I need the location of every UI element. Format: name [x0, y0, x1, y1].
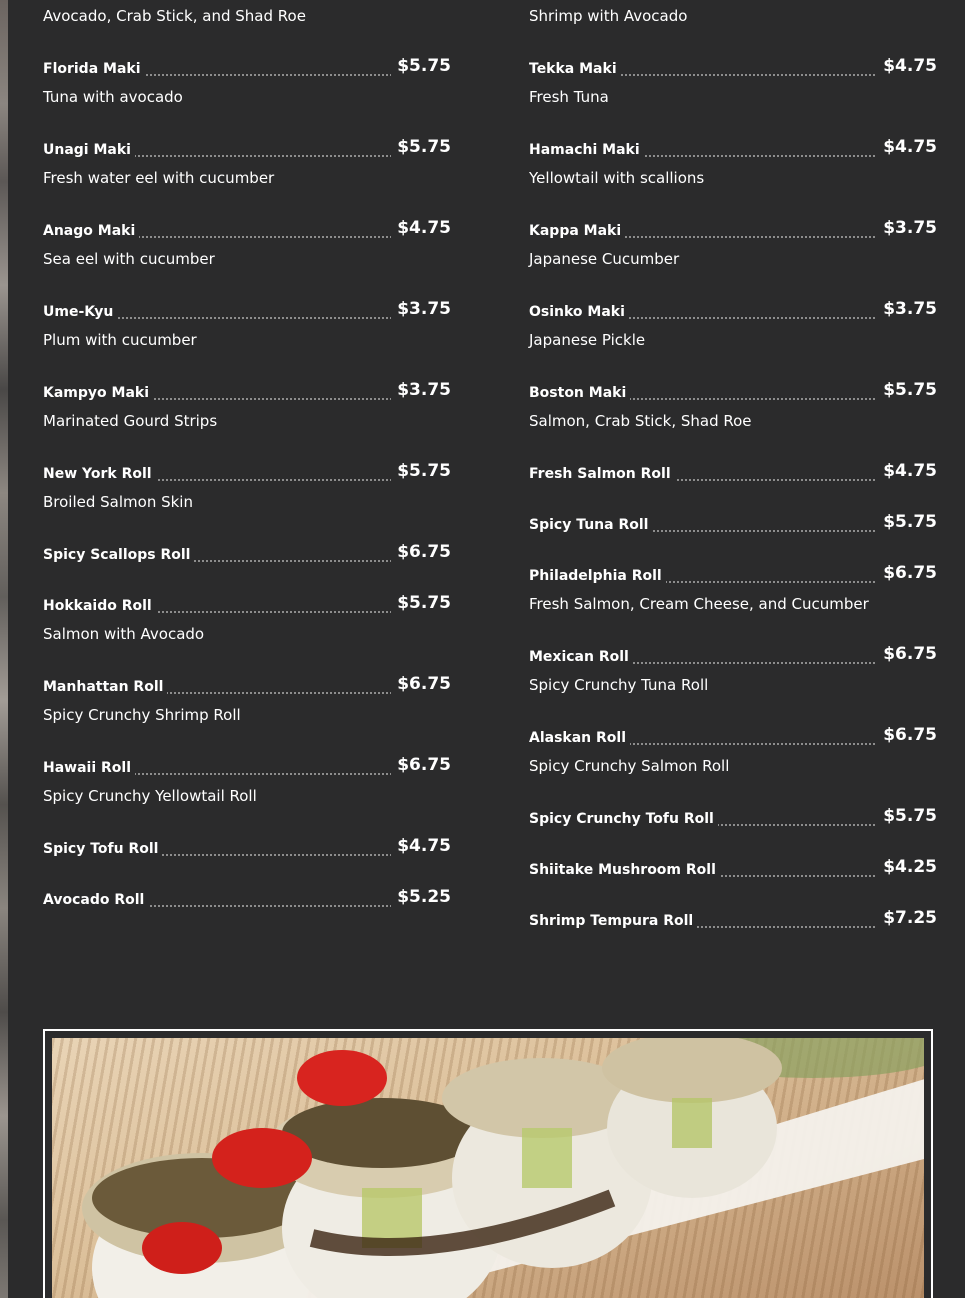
item-price: $3.75 — [391, 380, 451, 400]
item-name: Kampyo Maki — [43, 385, 153, 401]
item-price: $4.75 — [391, 218, 451, 238]
menu-item-hamachi-maki — [529, 137, 937, 161]
item-name: Spicy Tofu Roll — [43, 841, 162, 857]
item-price: $5.75 — [391, 593, 451, 613]
item-price: $5.75 — [391, 56, 451, 76]
item-name: Spicy Tuna Roll — [529, 517, 652, 533]
item-name: Hokkaido Roll — [43, 598, 156, 614]
menu-item-shiitake-mushroom-roll — [529, 857, 937, 881]
menu-item-alaskan-roll — [529, 725, 937, 749]
item-description: Salmon with Avocado — [43, 625, 205, 643]
item-name: Avocado Roll — [43, 892, 148, 908]
item-description: Japanese Cucumber — [529, 250, 680, 268]
item-description: Spicy Crunchy Tuna Roll — [529, 676, 709, 694]
item-description: Fresh Salmon, Cream Cheese, and Cucumber — [529, 595, 869, 613]
item-price: $6.75 — [391, 542, 451, 562]
menu-item-osinko-maki — [529, 299, 937, 323]
menu-item-manhattan-roll — [43, 674, 451, 698]
item-price: $6.75 — [877, 644, 937, 664]
menu-item-anago-maki — [43, 218, 451, 242]
item-name: Anago Maki — [43, 223, 139, 239]
item-price: $5.25 — [391, 887, 451, 907]
left-top-description: Avocado, Crab Stick, and Shad Roe — [43, 7, 306, 25]
item-price: $4.75 — [877, 461, 937, 481]
item-description: Marinated Gourd Strips — [43, 412, 218, 430]
item-name: Hawaii Roll — [43, 760, 135, 776]
background-edge-strip — [0, 0, 8, 1298]
item-name: Manhattan Roll — [43, 679, 167, 695]
menu-item-spicy-crunchy-tofu-roll — [529, 806, 937, 830]
item-description: Fresh water eel with cucumber — [43, 169, 275, 187]
menu-item-new-york-roll — [43, 461, 451, 485]
menu-item-ume-kyu — [43, 299, 451, 323]
sushi-photo-frame — [43, 1029, 933, 1298]
item-description: Sea eel with cucumber — [43, 250, 215, 268]
item-name: Spicy Scallops Roll — [43, 547, 194, 563]
item-name: Shiitake Mushroom Roll — [529, 862, 720, 878]
item-name: Boston Maki — [529, 385, 630, 401]
item-price: $3.75 — [877, 218, 937, 238]
item-name: Tekka Maki — [529, 61, 621, 77]
item-price: $3.75 — [877, 299, 937, 319]
item-price: $4.25 — [877, 857, 937, 877]
item-description: Spicy Crunchy Shrimp Roll — [43, 706, 241, 724]
menu-item-unagi-maki — [43, 137, 451, 161]
item-price: $7.25 — [877, 908, 937, 928]
item-name: New York Roll — [43, 466, 156, 482]
menu-item-mexican-roll — [529, 644, 937, 668]
item-price: $6.75 — [391, 755, 451, 775]
item-description: Salmon, Crab Stick, Shad Roe — [529, 412, 752, 430]
menu-item-hokkaido-roll — [43, 593, 451, 617]
item-name: Florida Maki — [43, 61, 145, 77]
item-price: $5.75 — [391, 137, 451, 157]
menu-item-tekka-maki — [529, 56, 937, 80]
item-name: Ume-Kyu — [43, 304, 117, 320]
item-name: Alaskan Roll — [529, 730, 630, 746]
item-price: $5.75 — [391, 461, 451, 481]
item-price: $4.75 — [877, 137, 937, 157]
item-name: Philadelphia Roll — [529, 568, 666, 584]
sushi-roll-photo — [52, 1038, 924, 1298]
item-price: $5.75 — [877, 512, 937, 532]
item-price: $5.75 — [877, 380, 937, 400]
item-description: Broiled Salmon Skin — [43, 493, 193, 511]
menu-item-hawaii-roll — [43, 755, 451, 779]
menu-item-kappa-maki — [529, 218, 937, 242]
item-name: Shrimp Tempura Roll — [529, 913, 697, 929]
item-description: Yellowtail with scallions — [529, 169, 705, 187]
item-description: Japanese Pickle — [529, 331, 646, 349]
item-name: Hamachi Maki — [529, 142, 644, 158]
item-price: $4.75 — [391, 836, 451, 856]
item-name: Osinko Maki — [529, 304, 629, 320]
menu-item-shrimp-tempura-roll — [529, 908, 937, 932]
item-description: Plum with cucumber — [43, 331, 197, 349]
menu-item-philadelphia-roll — [529, 563, 937, 587]
item-price: $5.75 — [877, 806, 937, 826]
right-top-description: Shrimp with Avocado — [529, 7, 688, 25]
item-price: $6.75 — [877, 725, 937, 745]
menu-item-spicy-scallops-roll — [43, 542, 451, 566]
menu-item-florida-maki — [43, 56, 451, 80]
item-description: Spicy Crunchy Salmon Roll — [529, 757, 730, 775]
item-name: Spicy Crunchy Tofu Roll — [529, 811, 718, 827]
menu-item-boston-maki — [529, 380, 937, 404]
menu-item-fresh-salmon-roll — [529, 461, 937, 485]
item-name: Fresh Salmon Roll — [529, 466, 675, 482]
item-price: $4.75 — [877, 56, 937, 76]
item-description: Fresh Tuna — [529, 88, 609, 106]
menu-item-kampyo-maki — [43, 380, 451, 404]
item-price: $6.75 — [877, 563, 937, 583]
sushi-roll-illustration — [52, 1038, 924, 1298]
item-price: $3.75 — [391, 299, 451, 319]
item-description: Tuna with avocado — [43, 88, 183, 106]
item-name: Kappa Maki — [529, 223, 625, 239]
item-name: Unagi Maki — [43, 142, 135, 158]
item-price: $6.75 — [391, 674, 451, 694]
item-name: Mexican Roll — [529, 649, 633, 665]
menu-item-spicy-tuna-roll — [529, 512, 937, 536]
menu-item-avocado-roll — [43, 887, 451, 911]
menu-item-spicy-tofu-roll — [43, 836, 451, 860]
item-description: Spicy Crunchy Yellowtail Roll — [43, 787, 257, 805]
